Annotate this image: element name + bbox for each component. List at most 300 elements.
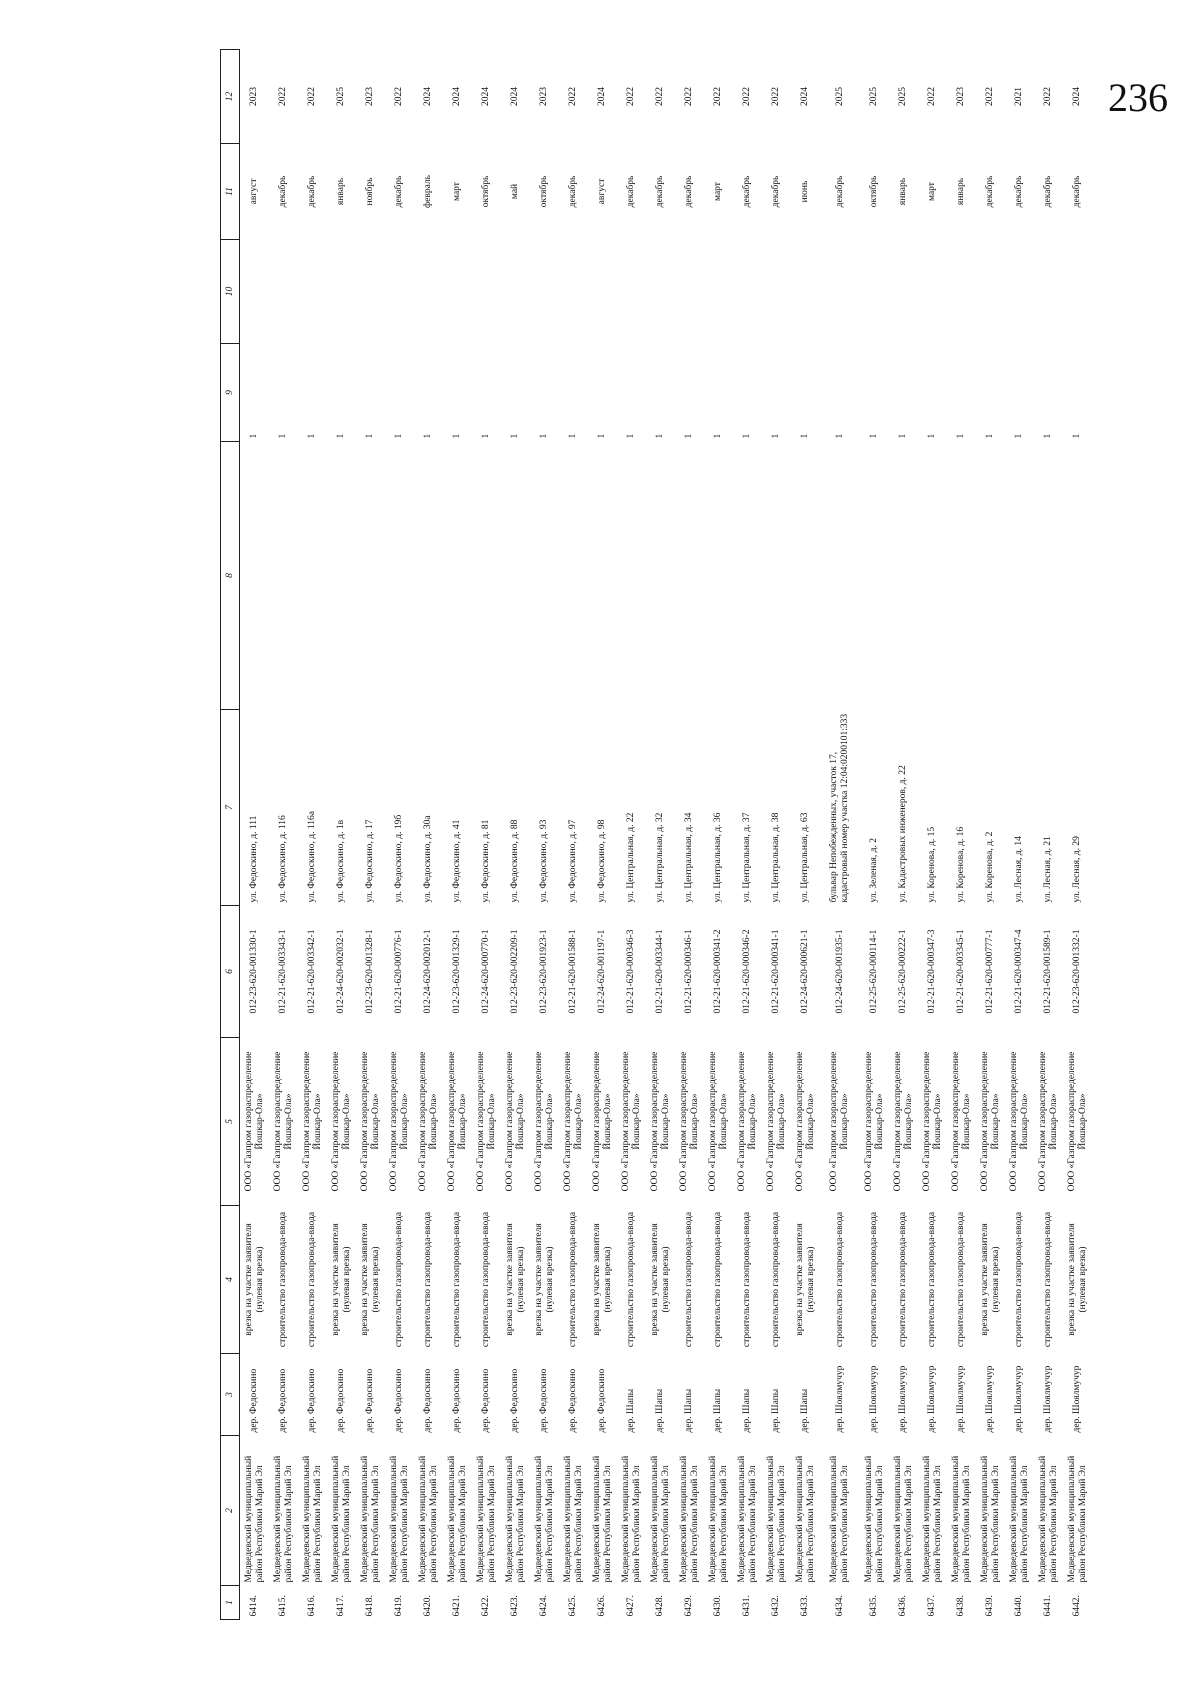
district: Медведевский муниципальный район Республики Марий Эл [950,1455,972,1583]
column-8-value [762,442,791,710]
column-8-value [530,442,559,710]
column-10-value [530,240,559,344]
column-8-value [472,442,501,710]
address: ул. Центральная, д. 34 [684,812,695,903]
application-id: 012-21-620-000346-3 [626,929,637,1014]
table-row [617,50,646,1620]
address: ул. Коренова, д. 15 [927,826,938,903]
application-id: 012-21-620-001589-1 [1043,929,1054,1014]
year: 2022 [985,87,996,106]
column-10-value [443,240,472,344]
row-number: 6416. [307,1595,318,1617]
column-8-value [947,442,976,710]
district: Медведевский муниципальный район Республики Марий Эл [533,1455,555,1583]
month: декабрь [834,175,845,208]
address: ул. Федоскино, д. 81 [481,819,492,903]
application-id: 012-24-620-002012-1 [423,929,434,1014]
locality: дер. Федоскино [539,1368,550,1433]
address: ул. Центральная, д. 37 [742,812,753,903]
district: Медведевский муниципальный район Республики Марий Эл [475,1455,497,1583]
quantity: 1 [597,433,608,439]
work-type: врезка на участке заявителя (нулевая врезка) [794,1223,816,1336]
table-row [443,50,472,1620]
work-type: врезка на участке заявителя (нулевая врезка) [533,1223,555,1336]
application-id: 012-21-620-000341-1 [771,929,782,1014]
application-id: 012-21-620-001588-1 [568,929,579,1014]
table-row [327,50,356,1620]
table-row [1063,50,1092,1620]
work-type: врезка на участке заявителя (нулевая врезка) [1066,1223,1088,1336]
address: ул. Федоскино, д. 30а [423,815,434,903]
organization: ООО «Газпром газораспределение Йошкар-Ола» [829,1051,850,1192]
year: 2021 [1014,87,1025,106]
month: декабрь [655,175,666,208]
quantity: 1 [423,433,434,439]
year: 2022 [684,87,695,106]
application-id: 012-24-620-001197-1 [597,929,608,1014]
column-8-value [617,442,646,710]
column-8-value [1005,442,1034,710]
year: 2023 [249,87,260,106]
organization: ООО «Газпром газораспределение Йошкар-Ола» [504,1051,526,1192]
work-type: врезка на участке заявителя (нулевая врезка) [243,1223,265,1336]
quantity: 1 [626,433,637,439]
work-type: строительство газопровода-ввода [568,1211,579,1348]
month: октябрь [869,175,880,208]
organization: ООО «Газпром газораспределение Йошкар-Ола» [678,1051,700,1192]
application-id: 012-24-620-000770-1 [481,929,492,1014]
row-number: 6415. [278,1595,289,1617]
table-row [530,50,559,1620]
row-number: 6434. [834,1595,845,1617]
application-id: 012-23-620-001329-1 [452,929,463,1014]
column-10-value [675,240,704,344]
organization: ООО «Газпром газораспределение Йошкар-Ола» [330,1051,352,1192]
district: Медведевский муниципальный район Республики Марий Эл [359,1455,381,1583]
locality: дер. Шапы [684,1388,695,1433]
column-8-value [1063,442,1092,710]
organization: ООО «Газпром газораспределение Йошкар-Ола» [1037,1051,1059,1192]
work-type: строительство газопровода-ввода [713,1211,724,1348]
year: 2023 [956,87,967,106]
column-10-value [617,240,646,344]
column-10-value [704,240,733,344]
quantity: 1 [249,433,260,439]
address: ул. Лесная, д. 29 [1072,836,1083,903]
work-type: строительство газопровода-ввода [423,1211,434,1348]
column-10-value [1005,240,1034,344]
locality: дер. Шоялмучур [956,1365,967,1433]
organization: ООО «Газпром газораспределение Йошкар-Ола» [950,1051,972,1192]
address: ул. Кадастровых инженеров, д. 22 [898,765,909,903]
rotated-table-container [220,50,1200,1620]
table-row [889,50,918,1620]
locality: дер. Федоскино [481,1368,492,1433]
application-id: 012-21-620-003345-1 [956,929,967,1014]
district: Медведевский муниципальный район Республики Марий Эл [272,1455,294,1583]
column-header-1: 1 [221,1586,240,1620]
year: 2022 [927,87,938,106]
address: ул. Федоскино, д. 88 [510,819,521,903]
register-table [220,49,1092,1620]
application-id: 012-21-620-000341-2 [713,929,724,1014]
month: ноябрь [365,177,376,206]
organization: ООО «Газпром газораспределение Йошкар-Ола» [979,1051,1001,1192]
address: ул. Коренова, д. 16 [956,826,967,903]
year: 2022 [713,87,724,106]
column-8-value [385,442,414,710]
locality: дер. Шапы [800,1388,811,1433]
table-row [472,50,501,1620]
work-type: строительство газопровода-ввода [452,1211,463,1348]
month: декабрь [1043,175,1054,208]
column-header-10: 10 [221,240,240,344]
row-number: 6438. [956,1595,967,1617]
address: ул. Лесная, д. 21 [1043,836,1054,903]
month: август [249,178,260,205]
application-id: 012-25-620-000222-1 [898,929,909,1014]
quantity: 1 [336,433,347,439]
application-id: 012-21-620-003344-1 [655,929,666,1014]
quantity: 1 [834,433,845,439]
locality: дер. Федоскино [307,1368,318,1433]
month: декабрь [278,175,289,208]
column-header-2: 2 [221,1436,240,1586]
organization: ООО «Газпром газораспределение Йошкар-Ола» [388,1051,410,1192]
year: 2022 [568,87,579,106]
column-10-value [588,240,617,344]
table-row [559,50,588,1620]
month: январь [956,177,967,206]
work-type: строительство газопровода-ввода [481,1211,492,1348]
column-8-value [976,442,1005,710]
address: ул. Центральная, д. 36 [713,812,724,903]
organization: ООО «Газпром газораспределение Йошкар-Ола» [649,1051,671,1192]
locality: дер. Шоялмучур [985,1365,996,1433]
organization: ООО «Газпром газораспределение Йошкар-Ола» [243,1051,265,1192]
organization: ООО «Газпром газораспределение Йошкар-Ола» [1008,1051,1030,1192]
year: 2023 [365,87,376,106]
application-id: 012-23-620-002209-1 [510,929,521,1014]
column-10-value [414,240,443,344]
column-10-value [918,240,947,344]
row-number: 6426. [597,1595,608,1617]
district: Медведевский муниципальный район Республики Марий Эл [707,1455,729,1583]
district: Медведевский муниципальный район Республики Марий Эл [794,1455,816,1583]
row-number: 6418. [365,1595,376,1617]
column-10-value [733,240,762,344]
quantity: 1 [568,433,579,439]
address: ул. Зеленая, д. 2 [869,837,880,903]
quantity: 1 [956,433,967,439]
locality: дер. Федоскино [394,1368,405,1433]
row-number: 6431. [742,1595,753,1617]
row-number: 6439. [985,1595,996,1617]
table-row [269,50,298,1620]
row-number: 6419. [394,1595,405,1617]
work-type: строительство газопровода-ввода [742,1211,753,1348]
district: Медведевский муниципальный район Республики Марий Эл [1066,1455,1088,1583]
row-number: 6424. [539,1595,550,1617]
column-10-value [762,240,791,344]
locality: дер. Шапы [742,1388,753,1433]
column-10-value [889,240,918,344]
month: октябрь [481,175,492,208]
organization: ООО «Газпром газораспределение Йошкар-Ола» [446,1051,468,1192]
work-type: строительство газопровода-ввода [956,1211,967,1348]
locality: дер. Шоялмучур [869,1365,880,1433]
quantity: 1 [1072,433,1083,439]
table-row [1034,50,1063,1620]
organization: ООО «Газпром газораспределение Йошкар-Ола» [562,1051,584,1192]
column-8-value [820,442,860,710]
column-8-value [269,442,298,710]
column-header-5: 5 [221,1038,240,1206]
quantity: 1 [394,433,405,439]
table-row [762,50,791,1620]
work-type: врезка на участке заявителя (нулевая врезка) [504,1223,526,1336]
table-row [1005,50,1034,1620]
work-type: строительство газопровода-ввода [1014,1211,1025,1348]
district: Медведевский муниципальный район Республики Марий Эл [562,1455,584,1583]
quantity: 1 [898,433,909,439]
quantity: 1 [510,433,521,439]
row-number: 6432. [771,1595,782,1617]
organization: ООО «Газпром газораспределение Йошкар-Ола» [591,1051,613,1192]
column-8-value [733,442,762,710]
month: декабрь [985,175,996,208]
table-row [588,50,617,1620]
column-10-value [860,240,889,344]
quantity: 1 [1014,433,1025,439]
organization: ООО «Газпром газораспределение Йошкар-Ола» [921,1051,943,1192]
quantity: 1 [869,433,880,439]
year: 2022 [1043,87,1054,106]
district: Медведевский муниципальный район Республики Марий Эл [979,1455,1001,1583]
row-number: 6437. [927,1595,938,1617]
application-id: 012-23-620-001332-1 [1072,929,1083,1014]
district: Медведевский муниципальный район Республики Марий Эл [620,1455,642,1583]
year: 2024 [423,87,434,106]
table-row [240,50,270,1620]
year: 2023 [539,87,550,106]
column-8-value [443,442,472,710]
month: май [510,183,521,200]
district: Медведевский муниципальный район Республики Марий Эл [446,1455,468,1583]
district: Медведевский муниципальный район Республики Марий Эл [921,1455,943,1583]
organization: ООО «Газпром газораспределение Йошкар-Ола» [475,1051,497,1192]
address: ул. Лесная, д. 14 [1014,836,1025,903]
locality: дер. Федоскино [510,1368,521,1433]
district: Медведевский муниципальный район Республики Марий Эл [892,1455,914,1583]
column-8-value [298,442,327,710]
quantity: 1 [307,433,318,439]
application-id: 012-21-620-000346-1 [684,929,695,1014]
table-body [240,50,1093,1620]
column-8-value [588,442,617,710]
address: ул. Федоскино, д. 116а [307,811,318,903]
application-id: 012-21-620-003342-1 [307,929,318,1014]
locality: дер. Шапы [626,1388,637,1433]
column-8-value [356,442,385,710]
district: Медведевский муниципальный район Республики Марий Эл [417,1455,439,1583]
quantity: 1 [684,433,695,439]
month: декабрь [1072,175,1083,208]
column-10-value [791,240,820,344]
table-row [733,50,762,1620]
quantity: 1 [771,433,782,439]
column-header-11: 11 [221,144,240,240]
work-type: строительство газопровода-ввода [1043,1211,1054,1348]
month: декабрь [742,175,753,208]
year: 2022 [626,87,637,106]
address: ул. Федоскино, д. 116 [278,815,289,903]
district: Медведевский муниципальный район Республики Марий Эл [678,1455,700,1583]
table-row [704,50,733,1620]
address: ул. Федоскино, д. 17 [365,819,376,903]
organization: ООО «Газпром газораспределение Йошкар-Ола» [533,1051,555,1192]
organization: ООО «Газпром газораспределение Йошкар-Ола» [707,1051,729,1192]
district: Медведевский муниципальный район Республики Марий Эл [388,1455,410,1583]
locality: дер. Шапы [655,1388,666,1433]
month: декабрь [568,175,579,208]
address: ул. Федоскино, д. 1в [336,819,347,903]
year: 2022 [394,87,405,106]
application-id: 012-23-620-001923-1 [539,929,550,1014]
year: 2022 [655,87,666,106]
table-row [976,50,1005,1620]
application-id: 012-21-620-000347-3 [927,929,938,1014]
month: февраль [423,175,434,208]
work-type: врезка на участке заявителя (нулевая врезка) [591,1223,613,1336]
organization: ООО «Газпром газораспределение Йошкар-Ола» [765,1051,787,1192]
month: июнь [800,180,811,203]
address: ул. Центральная, д. 38 [771,812,782,903]
month: март [713,182,724,201]
district: Медведевский муниципальный район Республики Марий Эл [1037,1455,1059,1583]
month: декабрь [1014,175,1025,208]
work-type: строительство газопровода-ввода [626,1211,637,1348]
row-number: 6427. [626,1595,637,1617]
organization: ООО «Газпром газораспределение Йошкар-Ола» [272,1051,294,1192]
address: ул. Федоскино, д. 98 [597,819,608,903]
work-type: строительство газопровода-ввода [307,1211,318,1348]
row-number: 6417. [336,1595,347,1617]
column-header-4: 4 [221,1206,240,1354]
work-type: строительство газопровода-ввода [869,1211,880,1348]
year: 2022 [307,87,318,106]
column-header-6: 6 [221,906,240,1038]
organization: ООО «Газпром газораспределение Йошкар-Ола» [794,1051,816,1192]
column-header-9: 9 [221,344,240,442]
column-10-value [947,240,976,344]
column-8-value [675,442,704,710]
month: август [597,178,608,205]
address: ул. Центральная, д. 32 [655,812,666,903]
year: 2024 [800,87,811,106]
row-number: 6440. [1014,1595,1025,1617]
column-10-value [501,240,530,344]
row-number: 6435. [869,1595,880,1617]
address: ул. Федоскино, д. 41 [452,819,463,903]
address: ул. Федоскино, д. 19б [394,814,405,903]
month: декабрь [394,175,405,208]
column-header-7: 7 [221,710,240,906]
row-number: 6420. [423,1595,434,1617]
organization: ООО «Газпром газораспределение Йошкар-Ола» [736,1051,758,1192]
year: 2022 [742,87,753,106]
column-10-value [1063,240,1092,344]
work-type: врезка на участке заявителя (нулевая врезка) [979,1223,1001,1336]
column-8-value [704,442,733,710]
district: Медведевский муниципальный район Республики Марий Эл [504,1455,526,1583]
application-id: 012-24-620-002032-1 [336,929,347,1014]
application-id: 012-24-620-000621-1 [800,929,811,1014]
quantity: 1 [655,433,666,439]
column-10-value [269,240,298,344]
locality: дер. Шапы [713,1388,724,1433]
row-number: 6433. [800,1595,811,1617]
year: 2022 [771,87,782,106]
district: Медведевский муниципальный район Республики Марий Эл [829,1455,850,1583]
year: 2024 [510,87,521,106]
locality: дер. Шоялмучур [1014,1365,1025,1433]
column-10-value [559,240,588,344]
column-10-value [472,240,501,344]
locality: дер. Шоялмучур [898,1365,909,1433]
month: март [452,182,463,201]
locality: дер. Федоскино [423,1368,434,1433]
row-number: 6422. [481,1595,492,1617]
quantity: 1 [927,433,938,439]
table-row [947,50,976,1620]
locality: дер. Шоялмучур [927,1365,938,1433]
table-row [298,50,327,1620]
page-number: 236 [1108,75,1168,120]
column-8-value [501,442,530,710]
organization: ООО «Газпром газораспределение Йошкар-Ола» [863,1051,885,1192]
month: октябрь [539,175,550,208]
work-type: врезка на участке заявителя (нулевая врезка) [649,1223,671,1336]
organization: ООО «Газпром газораспределение Йошкар-Ола» [892,1051,914,1192]
row-number: 6428. [655,1595,666,1617]
work-type: врезка на участке заявителя (нулевая врезка) [359,1223,381,1336]
organization: ООО «Газпром газораспределение Йошкар-Ола» [1066,1051,1088,1192]
application-id: 012-23-620-001330-1 [249,929,260,1014]
year: 2022 [278,87,289,106]
column-10-value [298,240,327,344]
column-8-value [559,442,588,710]
row-number: 6421. [452,1595,463,1617]
row-number: 6436. [898,1595,909,1617]
quantity: 1 [985,433,996,439]
table-row [791,50,820,1620]
column-header-3: 3 [221,1354,240,1436]
quantity: 1 [742,433,753,439]
application-id: 012-24-620-001935-1 [834,929,845,1014]
locality: дер. Федоскино [365,1368,376,1433]
organization: ООО «Газпром газораспределение Йошкар-Ола» [359,1051,381,1192]
address: ул. Коренова, д. 2 [985,831,996,903]
district: Медведевский муниципальный район Республики Марий Эл [765,1455,787,1583]
year: 2024 [481,87,492,106]
table-row [414,50,443,1620]
district: Медведевский муниципальный район Республики Марий Эл [301,1455,323,1583]
locality: дер. Шапы [771,1388,782,1433]
table-row [675,50,704,1620]
work-type: строительство газопровода-ввода [898,1211,909,1348]
application-id: 012-21-620-000347-4 [1014,929,1025,1014]
